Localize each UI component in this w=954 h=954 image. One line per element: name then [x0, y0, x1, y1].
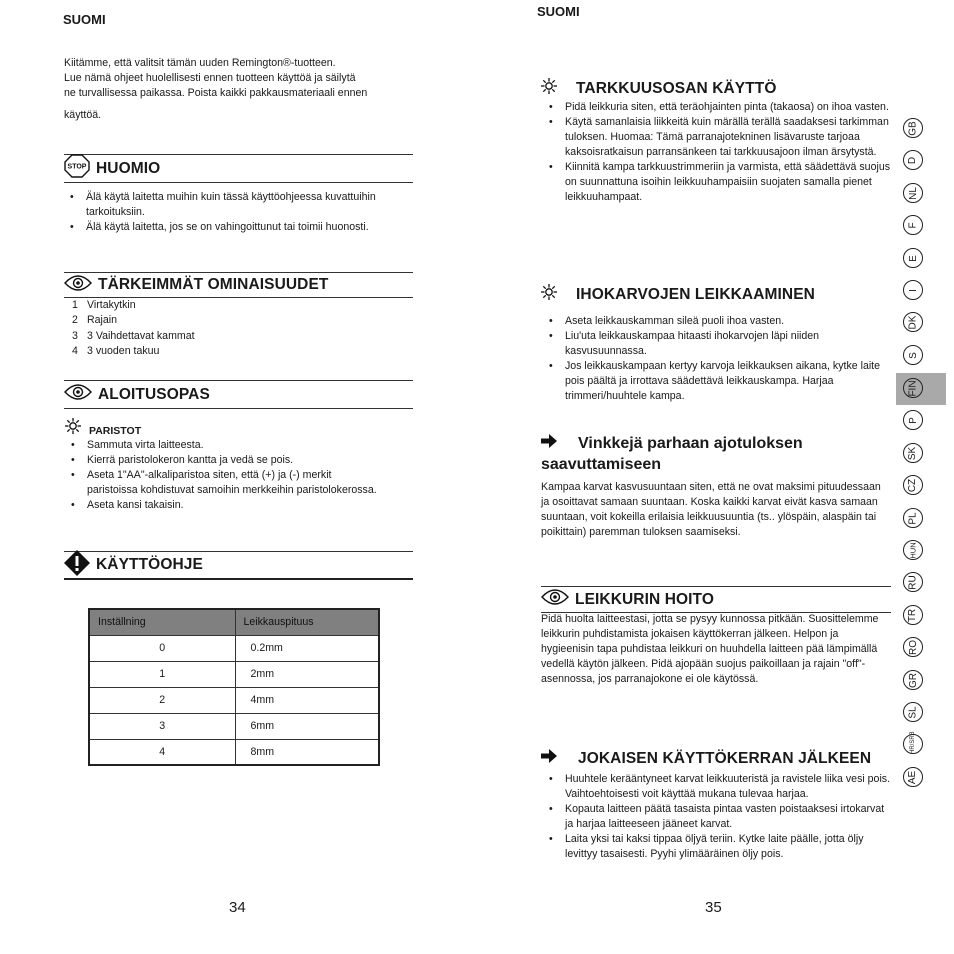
lang-tab-sk[interactable] — [903, 443, 923, 463]
features-list — [64, 298, 384, 359]
lang-label: RU — [907, 574, 919, 590]
lang-label: PL — [907, 511, 919, 525]
table-cell: 4mm — [235, 687, 379, 713]
table-header: Inställning — [89, 609, 235, 635]
tarkkuus-list — [543, 100, 893, 205]
arrow-right-icon — [541, 434, 557, 453]
list-item: • Huuhtele kerääntyneet karvat leikkuuteristä ja ravistele liika vesi pois. Vaihtoehtoisesti voit käyttää mukana tulevaa harjaa. — [543, 772, 893, 802]
lang-tab-e[interactable] — [903, 248, 923, 268]
intro-line: Kiitämme, että valitsit tämän uuden Remington®-tuotteen. — [64, 57, 336, 69]
lang-label: D — [907, 156, 919, 164]
lang-tab-pl[interactable] — [903, 508, 923, 528]
lang-tab-gr[interactable] — [903, 670, 923, 690]
list-item: • Kopauta laitteen päätä tasaista pintaa vasten poistaaksesi irtokarvat ja harjaa laitteeseen jääneet karvat. — [543, 802, 893, 832]
lang-tab-f[interactable] — [903, 215, 923, 235]
lang-tab-hrsrb[interactable] — [903, 731, 923, 754]
section-vinkit-header — [541, 434, 891, 474]
lang-label: F — [907, 221, 919, 229]
huomio-list — [64, 190, 384, 235]
page-number-right: 35 — [705, 899, 722, 916]
intro-line: Lue nämä ohjeet huolellisesti ennen tuotteen käyttöä ja säilytä — [64, 72, 356, 84]
table-cell: 2 — [89, 687, 235, 713]
intro-line: käyttöä. — [64, 109, 102, 121]
section-features-header — [64, 272, 413, 298]
lang-tab-i[interactable] — [903, 280, 923, 300]
subsection-title: PARISTOT — [89, 424, 142, 437]
item-text: 3 vuoden takuu — [87, 344, 160, 357]
table-cell: 8mm — [235, 739, 379, 765]
section-aloitus-header — [64, 380, 413, 409]
vinkit-text: Kampaa karvat kasvusuuntaan siten, että ne ovat maksimi pituudessaan ja osoittavat samaan suuntaan. Koska kaikki karvat eivät kasva samaan suuntaan, voit kokeilla erilaisia leikkuusuuntia (ts.. ylöspäin, alaspäin tai poikittain) paremman tuloksen saamiseksi. — [541, 481, 881, 538]
item-number: 2 — [72, 314, 78, 327]
section-title: KÄYTTÖOHJE — [96, 556, 203, 573]
eye-icon — [64, 274, 92, 297]
arrow-right-icon — [541, 749, 557, 768]
svg-text:STOP: STOP — [67, 163, 87, 171]
list-item: • Älä käytä laitetta, jos se on vahingoittunut tai toimii huonosti. — [64, 220, 384, 235]
eye-icon — [64, 383, 92, 406]
lang-label: TR — [907, 608, 919, 622]
lang-tab-p[interactable] — [903, 410, 923, 430]
table-cell: 3 — [89, 713, 235, 739]
table-row — [89, 713, 379, 739]
list-item: • Liu'uta leikkauskampaa hitaasti ihokarvojen läpi niiden kasvusuunnassa. — [543, 329, 893, 359]
section-title: TARKKUUSOSAN KÄYTTÖ — [576, 79, 777, 97]
page-number-left: 34 — [229, 899, 246, 916]
section-kaytto-header — [64, 551, 413, 580]
item-number: 3 — [72, 329, 78, 342]
aloitus-list — [65, 438, 385, 513]
list-item: • Laita yksi tai kaksi tippaa öljyä teriin. Kytke laite päälle, jotta öljy levittyy tasaisesti. Pyyhi ylimääräinen öljy pois. — [543, 832, 893, 862]
section-tarkkuus-header — [541, 78, 891, 99]
list-item: • Sammuta virta laitteesta. — [65, 438, 385, 453]
list-item: • Aseta 1"AA"-alkaliparistoa siten, että (+) ja (-) merkit paristoissa kohdistuvat samoihin merkkeihin paristolokerossa. — [65, 468, 385, 498]
lang-tab-nl[interactable] — [903, 183, 923, 203]
section-title: JOKAISEN KÄYTTÖKERRAN JÄLKEEN — [578, 749, 872, 767]
list-item — [64, 313, 384, 328]
list-item — [64, 329, 384, 344]
lang-label: E — [907, 254, 919, 262]
section-title: TÄRKEIMMÄT OMINAISUUDET — [98, 276, 329, 293]
lang-tab-hun[interactable] — [903, 540, 923, 560]
lang-label: SL — [907, 705, 919, 719]
lang-tab-dk[interactable] — [903, 312, 923, 332]
lang-label: CZ — [907, 478, 919, 492]
paristot-subheader — [65, 418, 141, 439]
lang-label: GB — [907, 120, 919, 136]
table-cell: 4 — [89, 739, 235, 765]
lang-label: FIN — [907, 379, 919, 397]
table-cell: 6mm — [235, 713, 379, 739]
lang-tab-fin[interactable] — [903, 378, 923, 398]
sun-icon — [541, 78, 557, 99]
list-item — [64, 298, 384, 313]
page-header-right: SUOMI — [537, 4, 580, 19]
section-title: IHOKARVOJEN LEIKKAAMINEN — [576, 285, 815, 303]
lang-tab-cz[interactable] — [903, 475, 923, 495]
intro-line: ne turvallisessa paikassa. Poista kaikki pakkausmateriaali ennen — [64, 87, 368, 99]
table-row — [89, 635, 379, 661]
lang-label: S — [907, 351, 919, 359]
lang-tab-ae[interactable] — [903, 767, 923, 787]
table-row — [89, 687, 379, 713]
lang-label: GR — [907, 672, 919, 688]
section-hoito-header — [541, 586, 891, 613]
table-cell: 1 — [89, 661, 235, 687]
stop-icon — [64, 154, 90, 183]
lang-label: P — [907, 416, 919, 424]
section-ihokarvat-header — [541, 284, 891, 305]
list-item: • Jos leikkauskampaan kertyy karvoja leikkauksen aikana, kytke laite pois päältä ja irrottava säädettävä leikkauskampa. Harjaa trimmeri/huuhtele kampa. — [543, 359, 893, 404]
hoito-text: Pidä huolta laitteestasi, jotta se pysyy kunnossa pitkään. Suosittelemme leikkurin puhdistamista jokaisen käyttökerran jälkeen. Helpon ja hygieenisin tapa puhdistaa leikkuri on huuhdella laitteen pää lämpimällä vedellä käytön jälkeen. Pidä ajopään suojus paikoillaan ja rajain "off"-asennossa, jos parranajokone ei ole käytössä. — [541, 613, 879, 685]
list-item: • Käytä samanlaisia liikkeitä kuin märällä terällä saadaksesi tarkimman tuloksen. Huomaa: Tämä parranajotekninen lisävaruste tarjoaa kaksoisratkaisun parransänkeen tai tarkkuusajoon ilman ärsytystä. — [543, 115, 893, 160]
item-text: Virtakytkin — [87, 299, 136, 311]
section-jalkeen-header — [541, 749, 891, 768]
list-item: • Kierrä paristolokeron kantta ja vedä se pois. — [65, 453, 385, 468]
lang-tab-s[interactable] — [903, 345, 923, 365]
lang-tab-ru[interactable] — [903, 572, 923, 592]
list-item — [64, 344, 384, 359]
table-row — [89, 739, 379, 765]
section-title: LEIKKURIN HOITO — [575, 590, 714, 608]
lang-label: DK — [907, 315, 919, 329]
lang-label: I — [907, 288, 919, 292]
lang-tab-gb[interactable] — [903, 118, 923, 138]
lang-label: NL — [907, 186, 919, 200]
section-title: Vinkkejä parhaan ajotuloksen — [578, 434, 803, 452]
section-title: ALOITUSOPAS — [98, 385, 210, 403]
settings-table — [88, 608, 380, 766]
sun-icon — [65, 418, 81, 439]
lang-label: AE — [907, 770, 919, 784]
lang-label: HUN — [908, 541, 918, 559]
sun-icon — [541, 284, 557, 305]
section-title: HUOMIO — [96, 159, 161, 177]
item-text: 3 Vaihdettavat kammat — [87, 329, 195, 342]
table-cell: 2mm — [235, 661, 379, 687]
table-cell: 0.2mm — [235, 635, 379, 661]
lang-tab-tr[interactable] — [903, 605, 923, 625]
table-header: Leikkauspituus — [235, 609, 379, 635]
page-header-left: SUOMI — [63, 12, 106, 27]
lang-label: HR/SRB — [910, 731, 916, 754]
lang-tab-d[interactable] — [903, 150, 923, 170]
list-item: • Älä käytä laitetta muihin kuin tässä käyttöohjeessa kuvattuihin tarkoituksiin. — [64, 190, 384, 220]
list-item: • Aseta leikkauskamman sileä puoli ihoa vasten. — [543, 314, 893, 329]
section-huomio-header — [64, 154, 413, 183]
item-text: Rajain — [87, 314, 118, 327]
table-header-row — [89, 609, 379, 635]
lang-tab-sl[interactable] — [903, 702, 923, 722]
list-item: • Aseta kansi takaisin. — [65, 498, 385, 513]
lang-tab-ro[interactable] — [903, 637, 923, 657]
section-title-cont: saavuttamiseen — [541, 456, 662, 473]
list-item: • Kiinnitä kampa tarkkuustrimmeriin ja varmista, että säädettävä suojus on suunnattuna isoihin leikkuuhampaisiin suojaten samalla pienet leikkuuhampaat. — [543, 160, 893, 205]
jalkeen-list — [543, 772, 893, 862]
list-item: • Pidä leikkuria siten, että teräohjainten pinta (takaosa) on ihoa vasten. — [543, 100, 893, 115]
warning-icon — [64, 550, 90, 581]
intro-text — [64, 56, 414, 123]
lang-label: RO — [907, 639, 919, 655]
table-cell: 0 — [89, 635, 235, 661]
table-row — [89, 661, 379, 687]
eye-icon — [541, 588, 569, 611]
lang-label: SK — [907, 446, 919, 460]
item-number: 4 — [72, 344, 78, 357]
item-number: 1 — [72, 299, 78, 311]
ihokarvat-list — [543, 314, 893, 404]
